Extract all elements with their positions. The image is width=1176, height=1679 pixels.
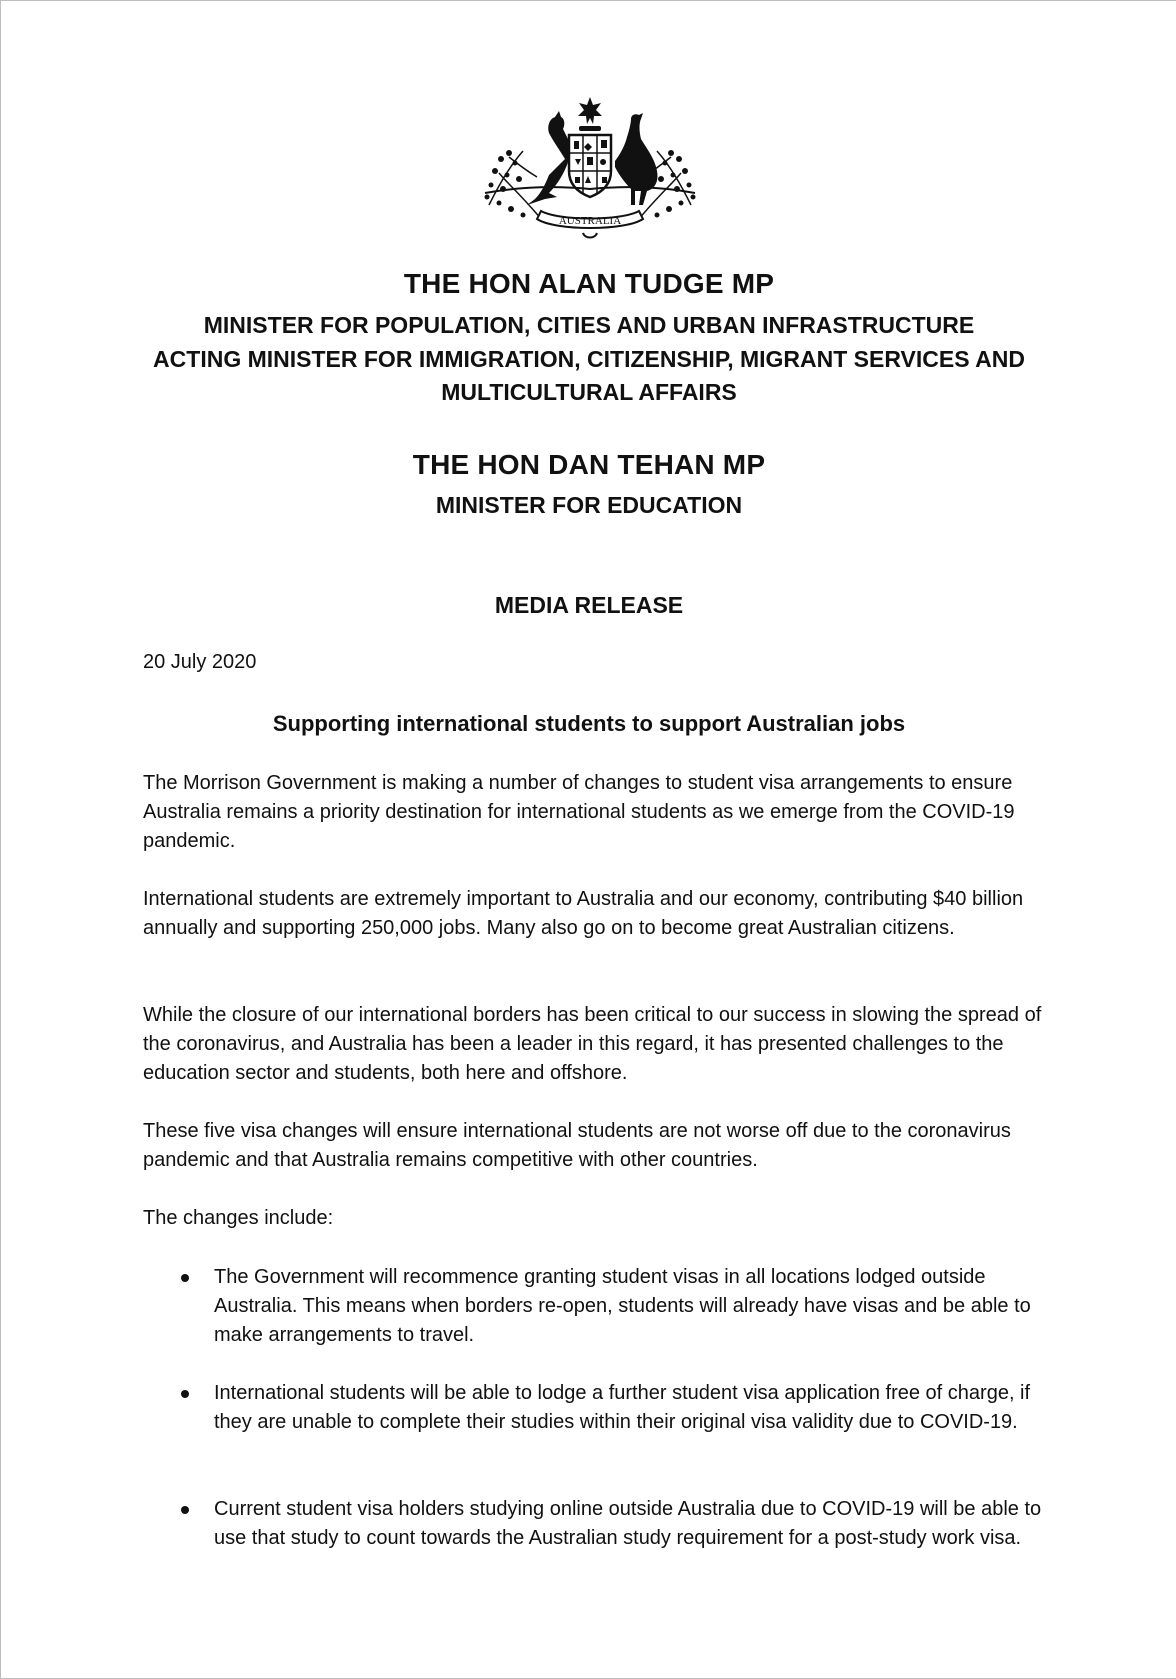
- body-paragraph: International students are extremely important to Australia and our economy, contributing $40 billion annually and supporting 250,000 jobs. Many also go on to become great Australian citizens.: [143, 888, 1024, 939]
- release-date: 20 July 2020: [143, 651, 257, 673]
- bullet-icon: [181, 1390, 189, 1398]
- list-item-text: International students will be able to lodge a further student visa application free of charge, if they are unable to complete their studies within their original visa validity due to COVID-19.: [214, 1382, 1031, 1433]
- release-headline: Supporting international students to support Australian jobs: [272, 711, 906, 736]
- media-release-label: MEDIA RELEASE: [494, 592, 684, 618]
- minister-1-title-line: MINISTER FOR POPULATION, CITIES AND URBAN INFRASTRUCTURE: [203, 312, 975, 338]
- list-item-text: The Government will recommence granting student visas in all locations lodged outside Australia. This means when borders re-open, students will already have visas and be able to make arrangements to travel.: [214, 1266, 1031, 1346]
- minister-1-title-line: ACTING MINISTER FOR IMMIGRATION, CITIZENSHIP, MIGRANT SERVICES AND: [153, 346, 1025, 372]
- minister-1-title-line: MULTICULTURAL AFFAIRS: [441, 379, 737, 405]
- bullet-icon: [181, 1274, 189, 1282]
- changes-intro: The changes include:: [143, 1207, 334, 1229]
- body-paragraph: These five visa changes will ensure international students are not worse off due to the coronavirus pandemic and that Australia remains competitive with other countries.: [143, 1120, 1011, 1171]
- svg-text:AUSTRALIA: AUSTRALIA: [558, 215, 622, 227]
- bullet-icon: [181, 1506, 189, 1514]
- australian-coat-of-arms-logo: [479, 93, 701, 261]
- list-item: [143, 1263, 1043, 1350]
- minister-2-name: THE HON DAN TEHAN MP: [412, 449, 766, 480]
- minister-2-title: MINISTER FOR EDUCATION: [435, 492, 743, 518]
- list-item-text: Current student visa holders studying online outside Australia due to COVID-19 will be able to use that study to count towards the Australian study requirement for a post-study work visa.: [214, 1498, 1042, 1549]
- list-item: [143, 1495, 1043, 1553]
- list-item: [143, 1379, 1043, 1437]
- body-paragraph: The Morrison Government is making a number of changes to student visa arrangements to ensure Australia remains a priority destination for international students as we emerge from the COVID-19 pandemic.: [143, 772, 1015, 852]
- body-paragraph: While the closure of our international borders has been critical to our success in slowing the spread of the coronavirus, and Australia has been a leader in this regard, it has presented challenges to the education sector and students, both here and offshore.: [143, 1004, 1042, 1084]
- minister-1-name: THE HON ALAN TUDGE MP: [403, 268, 775, 299]
